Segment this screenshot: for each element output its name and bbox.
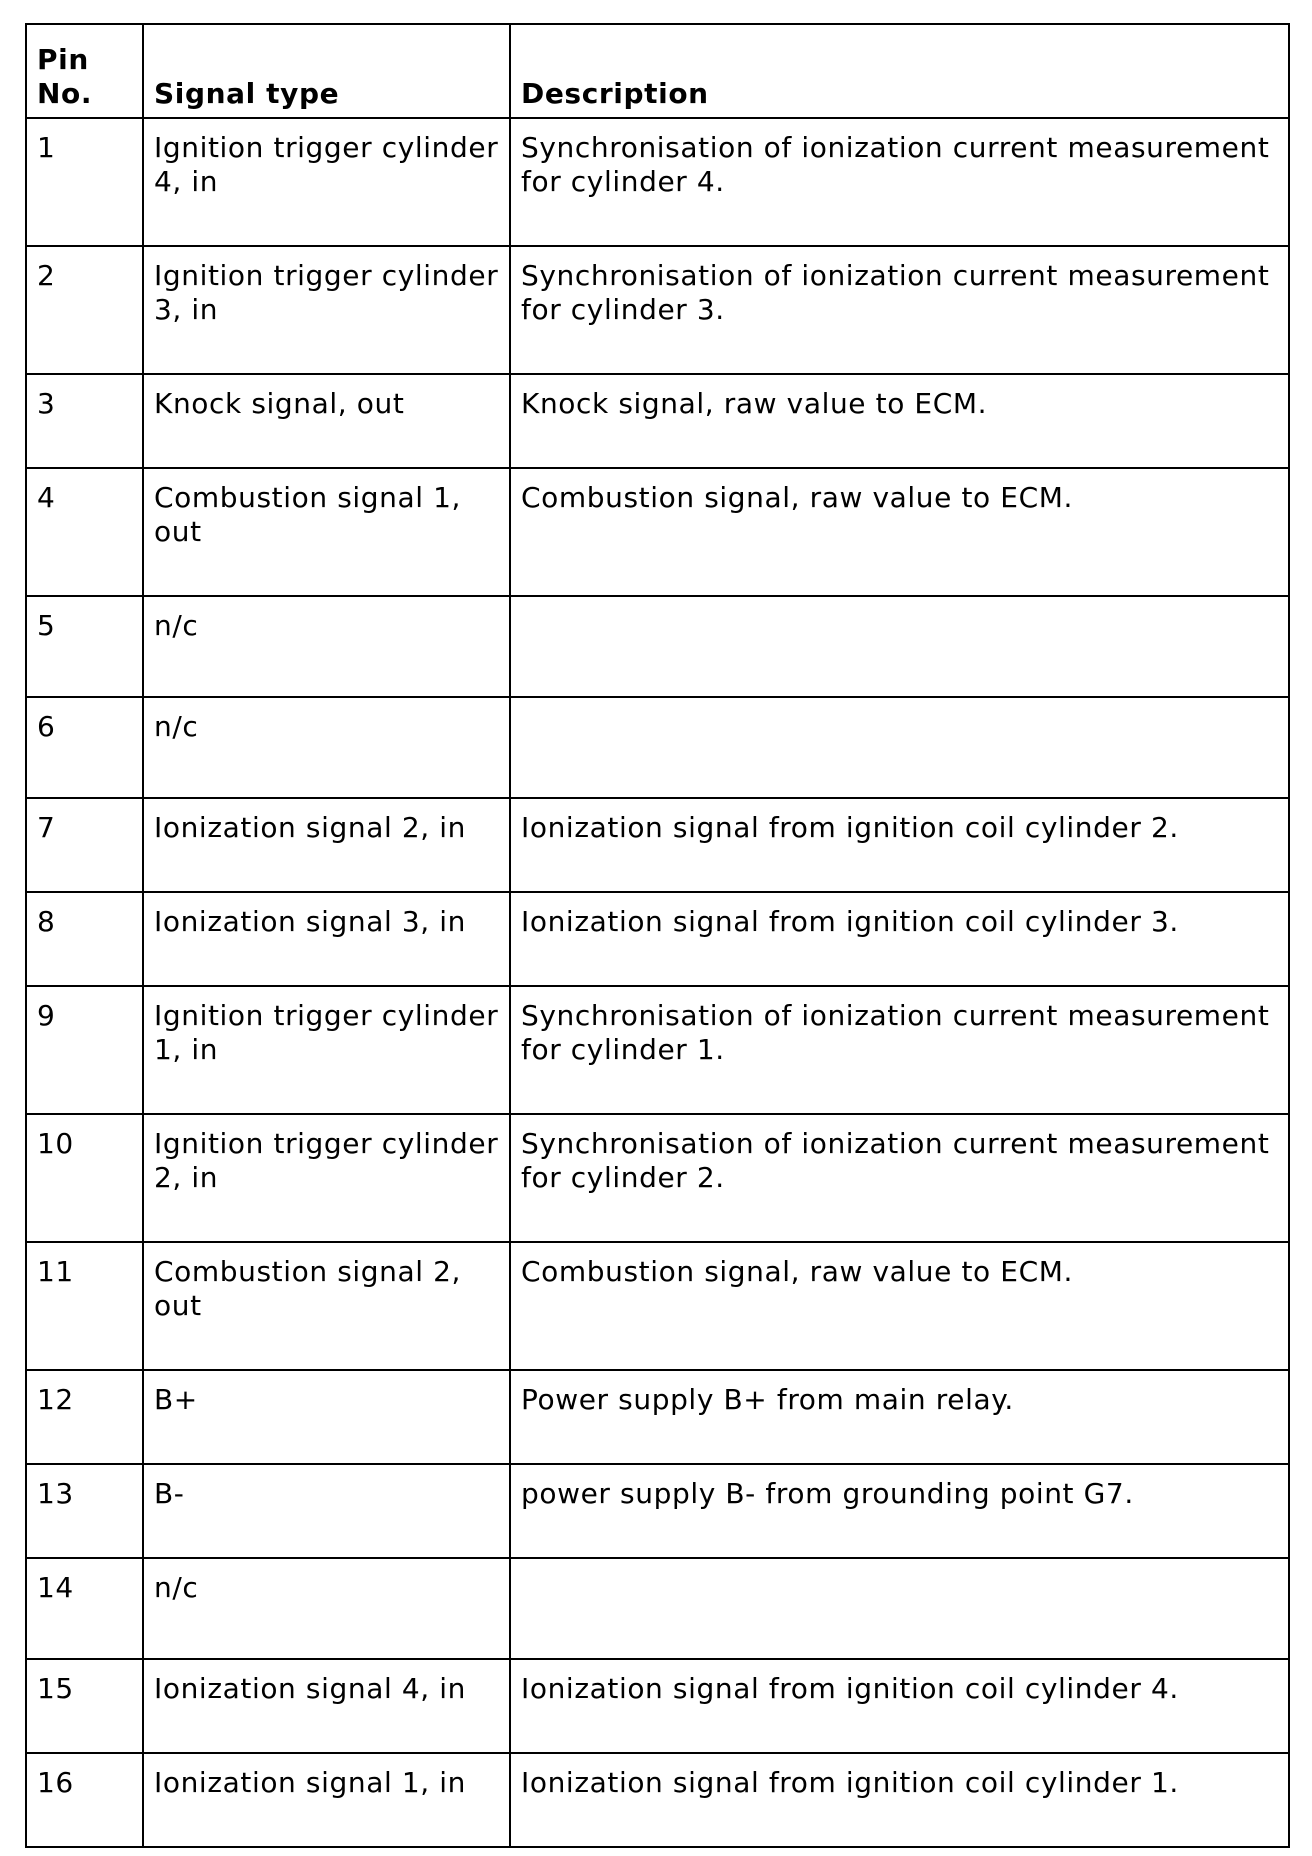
cell-signal-type: Ionization signal 1, in	[143, 1753, 510, 1847]
table-row	[26, 1464, 1289, 1558]
cell-signal-type: Combustion signal 1, out	[143, 468, 510, 596]
cell-description: Combustion signal, raw value to ECM.	[510, 1242, 1289, 1370]
cell-pin: 16	[26, 1753, 143, 1847]
cell-pin: 1	[26, 118, 143, 246]
table-row	[26, 798, 1289, 892]
cell-signal-type: B-	[143, 1464, 510, 1558]
table-row	[26, 892, 1289, 986]
cell-description: Synchronisation of ionization current measurement for cylinder 2.	[510, 1114, 1289, 1242]
pin-assignment-table	[25, 23, 1290, 1848]
table-row	[26, 1753, 1289, 1847]
table-row	[26, 1370, 1289, 1464]
header-pin-no: Pin No.	[26, 24, 143, 118]
cell-pin: 10	[26, 1114, 143, 1242]
table-header-row	[26, 24, 1289, 118]
cell-pin: 2	[26, 246, 143, 374]
cell-signal-type: Combustion signal 2, out	[143, 1242, 510, 1370]
cell-pin: 14	[26, 1558, 143, 1659]
cell-description: Combustion signal, raw value to ECM.	[510, 468, 1289, 596]
table-row	[26, 1114, 1289, 1242]
cell-description: Ionization signal from ignition coil cylinder 3.	[510, 892, 1289, 986]
cell-description	[510, 1558, 1289, 1659]
table-row	[26, 596, 1289, 697]
cell-description: Ionization signal from ignition coil cylinder 4.	[510, 1659, 1289, 1753]
cell-signal-type: Ionization signal 3, in	[143, 892, 510, 986]
cell-description: Synchronisation of ionization current measurement for cylinder 4.	[510, 118, 1289, 246]
cell-signal-type: Ionization signal 4, in	[143, 1659, 510, 1753]
table-row	[26, 468, 1289, 596]
cell-pin: 7	[26, 798, 143, 892]
cell-description: Knock signal, raw value to ECM.	[510, 374, 1289, 468]
table-row	[26, 374, 1289, 468]
cell-pin: 4	[26, 468, 143, 596]
cell-description	[510, 697, 1289, 798]
table-row	[26, 1242, 1289, 1370]
cell-description	[510, 596, 1289, 697]
cell-pin: 15	[26, 1659, 143, 1753]
cell-description: power supply B- from grounding point G7.	[510, 1464, 1289, 1558]
table-row	[26, 1659, 1289, 1753]
cell-pin: 6	[26, 697, 143, 798]
table-row	[26, 697, 1289, 798]
cell-signal-type: n/c	[143, 697, 510, 798]
cell-signal-type: B+	[143, 1370, 510, 1464]
cell-signal-type: Ignition trigger cylinder 2, in	[143, 1114, 510, 1242]
cell-signal-type: Knock signal, out	[143, 374, 510, 468]
cell-signal-type: Ignition trigger cylinder 4, in	[143, 118, 510, 246]
table-row	[26, 246, 1289, 374]
cell-pin: 8	[26, 892, 143, 986]
cell-description: Ionization signal from ignition coil cylinder 2.	[510, 798, 1289, 892]
cell-signal-type: Ignition trigger cylinder 3, in	[143, 246, 510, 374]
cell-signal-type: Ionization signal 2, in	[143, 798, 510, 892]
cell-signal-type: n/c	[143, 1558, 510, 1659]
table-row	[26, 1558, 1289, 1659]
cell-description: Power supply B+ from main relay.	[510, 1370, 1289, 1464]
header-description: Description	[510, 24, 1289, 118]
cell-pin: 12	[26, 1370, 143, 1464]
cell-pin: 3	[26, 374, 143, 468]
cell-pin: 9	[26, 986, 143, 1114]
cell-description: Ionization signal from ignition coil cylinder 1.	[510, 1753, 1289, 1847]
table-row	[26, 986, 1289, 1114]
cell-signal-type: n/c	[143, 596, 510, 697]
cell-pin: 13	[26, 1464, 143, 1558]
cell-description: Synchronisation of ionization current measurement for cylinder 1.	[510, 986, 1289, 1114]
cell-pin: 5	[26, 596, 143, 697]
cell-signal-type: Ignition trigger cylinder 1, in	[143, 986, 510, 1114]
cell-pin: 11	[26, 1242, 143, 1370]
table-row	[26, 118, 1289, 246]
header-signal-type: Signal type	[143, 24, 510, 118]
cell-description: Synchronisation of ionization current measurement for cylinder 3.	[510, 246, 1289, 374]
